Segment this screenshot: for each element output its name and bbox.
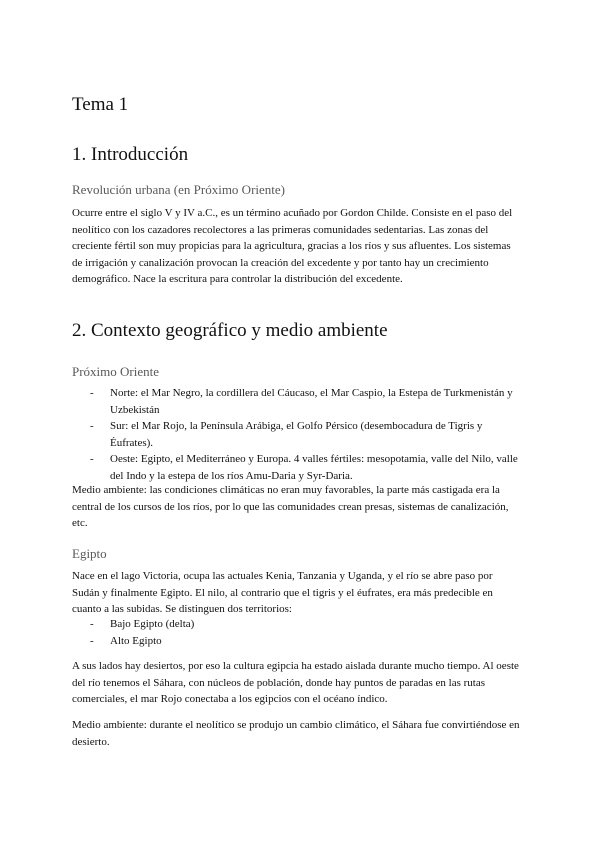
list-item: - Oeste: Egipto, el Mediterráneo y Europa. 4 valles fértiles: mesopotamia, valle del Nilo, valle del Indo y la estepa de los ríos Amu-Daria y Syr-Daria. bbox=[90, 453, 518, 482]
paragraph-egipto-desiertos: A sus lados hay desiertos, por eso la cultura egipcia ha estado aislada durante mucho tiempo. Al oeste del río tenemos el Sáhara, con núcleos de población, donde hay puntos de paradas en las rutas comerciales, el mar Rojo conectaba a los egipcios con el océano índico. bbox=[72, 660, 519, 705]
list-item: - Norte: el Mar Negro, la cordillera del Cáucaso, el Mar Caspio, la Estepa de Turkmenistán y Uzbekistán bbox=[90, 387, 513, 416]
list-territorios-egipto bbox=[72, 616, 522, 649]
paragraph-medio-ambiente-proximo-oriente: Medio ambiente: las condiciones climáticas no eran muy favorables, la parte más castigada era la central de los cursos de los ríos, por lo que las comunidades crean presas, sistemas de canalización, etc. bbox=[72, 484, 509, 529]
section-heading-introduccion: 1. Introducción bbox=[72, 144, 189, 165]
subsection-heading-proximo-oriente: Próximo Oriente bbox=[72, 364, 160, 379]
list-item: - Bajo Egipto (delta) bbox=[90, 618, 195, 630]
subsection-heading-revolucion-urbana: Revolución urbana (en Próximo Oriente) bbox=[72, 182, 285, 197]
subsection-heading-egipto: Egipto bbox=[72, 546, 107, 561]
section-heading-contexto-geografico: 2. Contexto geográfico y medio ambiente bbox=[72, 320, 388, 341]
paragraph-egipto-nilo: Nace en el lago Victoria, ocupa las actuales Kenia, Tanzania y Uganda, y el río se abre paso por Sudán y finalmente Egipto. El nilo, al contrario que el tigris y el éufrates, era más predecible en cuanto a las subidas. Se distinguen dos territorios: bbox=[72, 570, 493, 615]
list-proximo-oriente bbox=[72, 385, 522, 484]
document-title: Tema 1 bbox=[72, 94, 129, 115]
paragraph-revolucion-urbana: Ocurre entre el siglo V y IV a.C., es un término acuñado por Gordon Childe. Consiste en el paso del neolítico con los cazadores recolectores a las primeras comunidades sedentarias. Las zonas del creciente fértil son muy propicias para la agricultura, gracias a los ríos y sus afluentes. Los sistemas de irrigación y canalización provocan la creación del excedente y por tanto hay un crecimiento demográfico. Nace la escritura para controlar la distribución del excedente. bbox=[72, 207, 513, 285]
paragraph-medio-ambiente-egipto: Medio ambiente: durante el neolítico se produjo un cambio climático, el Sáhara fue convirtiéndose en desierto. bbox=[72, 719, 520, 748]
list-item: - Alto Egipto bbox=[90, 634, 162, 647]
list-item: - Sur: el Mar Rojo, la Península Arábiga, el Golfo Pérsico (desembocadura de Tigris y Éufrates). bbox=[90, 420, 483, 449]
